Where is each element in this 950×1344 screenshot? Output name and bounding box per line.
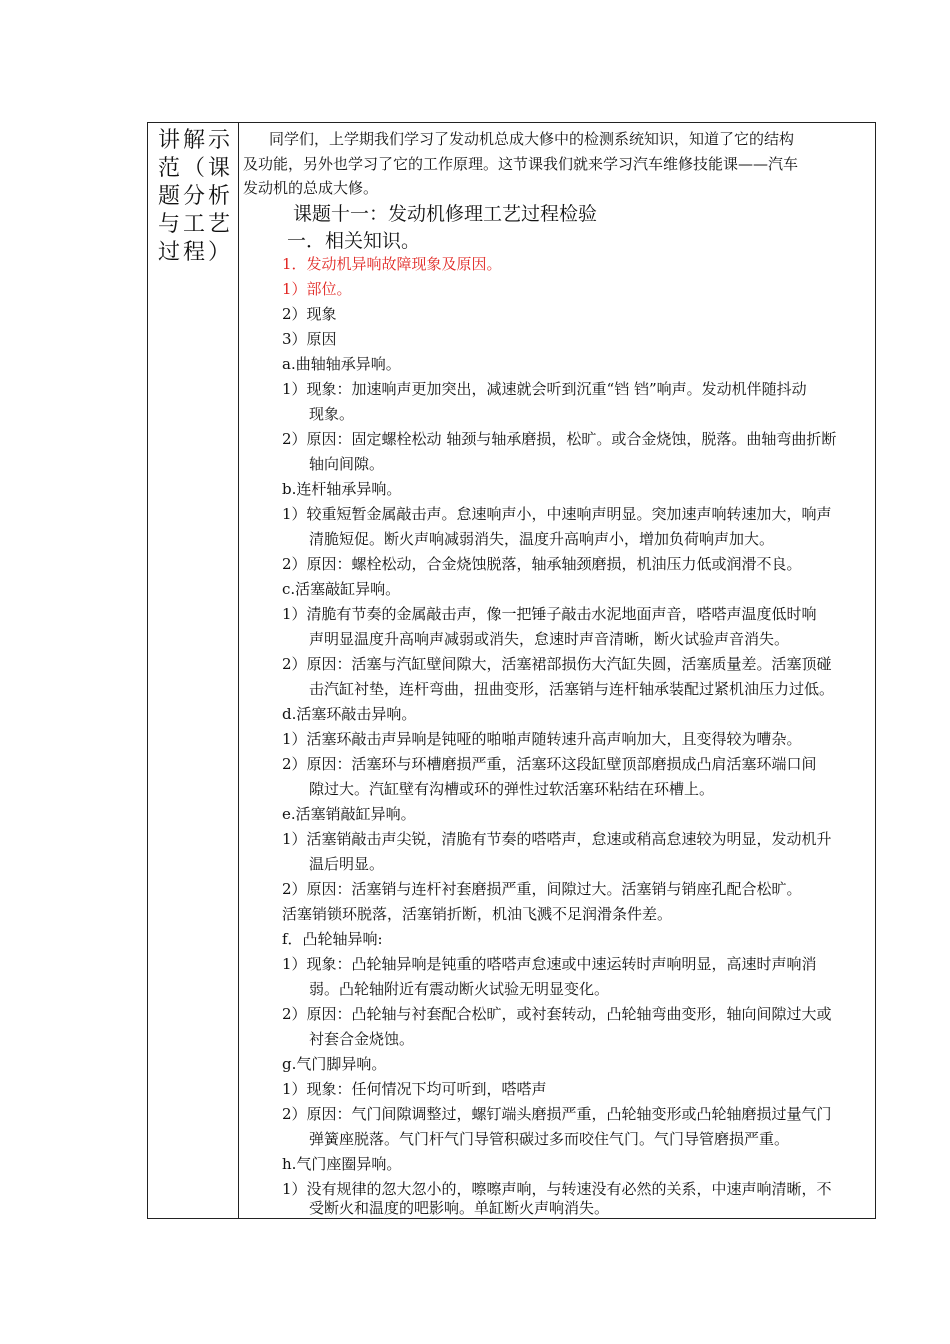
section-label: 讲解示范（课题分析与工艺过程） (158, 128, 234, 265)
list-item-continued: 活塞销锁环脱落，活塞销折断，机油飞溅不足润滑条件差。 (282, 905, 673, 923)
list-item: 1）活塞销敲击声尖锐，清脆有节奏的嗒嗒声，怠速或稍高怠速较为明显，发动机升 (282, 830, 832, 848)
list-item: 2）原因：活塞环与环槽磨损严重，活塞环这段缸壁顶部磨损成凸肩活塞环端口间 (282, 755, 817, 773)
list-item: 2）原因：螺栓松动，合金烧蚀脱落，轴承轴颈磨损，机油压力低或润滑不良。 (282, 555, 802, 573)
subheading: a.曲轴轴承异响。 (282, 355, 401, 373)
list-item: 2）原因：固定螺栓松动 轴颈与轴承磨损，松旷。或合金烧蚀，脱落。曲轴弯曲折断 (282, 430, 837, 448)
lesson-title: 课题十一：发动机修理工艺过程检验 (293, 203, 598, 225)
list-item-continued: 清脆短促。断火声响减弱消失，温度升高响声小，增加负荷响声加大。 (309, 530, 775, 548)
list-item: 2）原因：凸轮轴与衬套配合松旷，或衬套转动，凸轮轴弯曲变形，轴向间隙过大或 (282, 1005, 832, 1023)
list-item: 1）较重短暂金属敲击声。怠速响声小，中速响声明显。突加速声响转速加大，响声 (282, 505, 832, 523)
list-item: 1）部位。 (282, 280, 352, 298)
section-label-cell (148, 123, 239, 1218)
subheading: f．凸轮轴异响: (282, 930, 383, 948)
list-item: 1）没有规律的忽大忽小的，嚓嚓声响，与转速没有必然的关系，中速声响清晰，不 (282, 1180, 832, 1198)
lesson-table (147, 122, 876, 1219)
list-item-continued: 弱。凸轮轴附近有震动断火试验无明显变化。 (309, 980, 610, 998)
list-item: 2）原因：活塞销与连杆衬套磨损严重，间隙过大。活塞销与销座孔配合松旷。 (282, 880, 802, 898)
list-item-continued: 隙过大。汽缸壁有沟槽或环的弹性过软活塞环粘结在环槽上。 (309, 780, 715, 798)
list-item: 1）清脆有节奏的金属敲击声，像一把锤子敲击水泥地面声音，嗒嗒声温度低时响 (282, 605, 817, 623)
list-item-continued: 击汽缸衬垫，连杆弯曲，扭曲变形，活塞销与连杆轴承装配过紧机油压力过低。 (309, 680, 835, 698)
list-item: 1）现象：凸轮轴异响是钝重的嗒嗒声怠速或中速运转时声响明显，高速时声响消 (282, 955, 817, 973)
intro-line-3: 发动机的总成大修。 (243, 179, 379, 197)
list-item-continued: 轴向间隙。 (309, 455, 385, 473)
subheading: d.活塞环敲击异响。 (282, 705, 417, 723)
content-cell (239, 123, 875, 1218)
intro-line-2: 及功能，另外也学习了它的工作原理。这节课我们就来学习汽车维修技能课——汽车 (243, 155, 799, 173)
list-item-continued: 受断火和温度的吧影响。单缸断火声响消失。 (309, 1199, 610, 1217)
list-item: 2）现象 (282, 305, 337, 323)
topic-heading: 1．发动机异响故障现象及原因。 (282, 255, 502, 273)
list-item-continued: 衬套合金烧蚀。 (309, 1030, 415, 1048)
list-item-continued: 温后明显。 (309, 855, 385, 873)
subheading: g.气门脚异响。 (282, 1055, 387, 1073)
subheading: h.气门座圈异响。 (282, 1155, 402, 1173)
list-item: 2）原因：活塞与汽缸壁间隙大，活塞裙部损伤大汽缸失圆，活塞质量差。活塞顶碰 (282, 655, 832, 673)
list-item-continued: 弹簧座脱落。气门杆气门导管积碳过多而咬住气门。气门导管磨损严重。 (309, 1130, 790, 1148)
list-item-continued: 声明显温度升高响声减弱或消失，怠速时声音清晰，断火试验声音消失。 (309, 630, 790, 648)
list-item: 3）原因 (282, 330, 337, 348)
subheading: c.活塞敲缸异响。 (282, 580, 401, 598)
list-item: 1）现象：任何情况下均可听到，嗒嗒声 (282, 1080, 547, 1098)
list-item-continued: 现象。 (309, 405, 355, 423)
subheading: e.活塞销敲缸异响。 (282, 805, 416, 823)
list-item: 1）活塞环敲击声异响是钝哑的啪啪声随转速升高声响加大，且变得较为嘈杂。 (282, 730, 802, 748)
intro-line-1: 同学们，上学期我们学习了发动机总成大修中的检测系统知识，知道了它的结构 (269, 130, 795, 148)
list-item: 1）现象：加速响声更加突出，减速就会听到沉重“铛 铛”响声。发动机伴随抖动 (282, 380, 807, 398)
section-title: 一．相关知识。 (287, 230, 421, 252)
subheading: b.连杆轴承异响。 (282, 480, 402, 498)
list-item: 2）原因：气门间隙调整过，螺钉端头磨损严重，凸轮轴变形或凸轮轴磨损过量气门 (282, 1105, 832, 1123)
